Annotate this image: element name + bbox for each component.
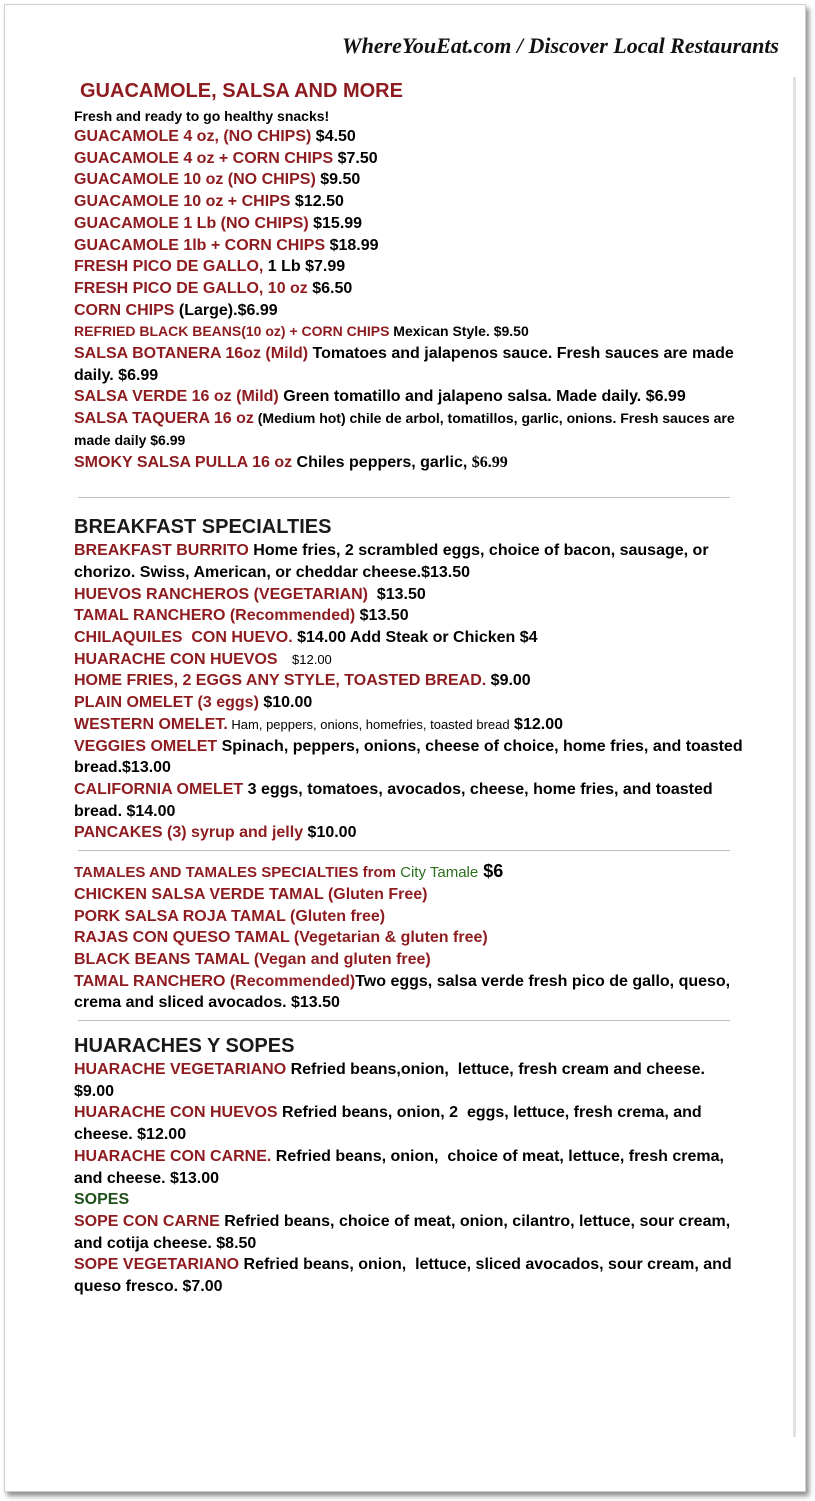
item-name: SALSA TAQUERA 16 oz — [74, 410, 254, 428]
menu-item — [74, 256, 746, 278]
menu-item — [74, 1254, 746, 1297]
item-name: SOPE CON CARNE — [74, 1212, 220, 1230]
section-breakfast — [74, 514, 746, 844]
menu-item — [74, 584, 746, 606]
menu-item — [74, 736, 746, 779]
menu-item — [74, 1059, 746, 1102]
subsection-title: SOPES — [74, 1191, 130, 1209]
menu-item: CHICKEN SALSA VERDE TAMAL (Gluten Free) — [74, 885, 428, 903]
menu-item — [74, 714, 746, 736]
item-name: CHILAQUILES CON HUEVO. — [74, 629, 293, 647]
menu-item — [74, 649, 746, 671]
section-intro: Fresh and ready to go healthy snacks! — [74, 108, 330, 124]
item-price: (Large).$6.99 — [174, 301, 278, 319]
item-price: 1 Lb $7.99 — [263, 258, 346, 276]
section-guacamole — [74, 78, 746, 473]
brand-name: City Tamale — [400, 864, 479, 882]
item-name: BREAKFAST BURRITO — [74, 542, 249, 560]
item-price: $12.00 — [277, 651, 332, 667]
section-divider — [78, 1020, 730, 1021]
item-description: Ham, peppers, onions, homefries, toasted bread — [227, 716, 510, 732]
item-description: 3 eggs, tomatoes, avocados, cheese, home fries, and toasted bread. $14.00 — [74, 780, 713, 820]
item-name: PLAIN OMELET (3 eggs) — [74, 694, 259, 712]
menu-item — [74, 1102, 746, 1145]
menu-item — [74, 235, 746, 257]
section-title: GUACAMOLE, SALSA AND MORE — [80, 80, 403, 102]
menu-item — [74, 191, 746, 213]
item-name: GUACAMOLE 4 oz + CORN CHIPS — [74, 149, 334, 167]
section-header — [74, 861, 746, 884]
menu-item — [74, 300, 746, 322]
menu-item — [74, 1146, 746, 1189]
item-name: FRESH PICO DE GALLO, — [74, 258, 264, 276]
section-huaraches — [74, 1033, 746, 1298]
item-description: Refried beans, onion, lettuce, sliced avocados, sour cream, and queso fresco. $7.00 — [74, 1256, 737, 1296]
menu-item — [74, 278, 746, 300]
item-name: GUACAMOLE 1 Lb (NO CHIPS) — [74, 214, 309, 232]
menu-item — [74, 779, 746, 822]
menu-item — [74, 670, 746, 692]
item-price: $6.99 — [471, 453, 508, 471]
section-divider — [78, 497, 730, 498]
menu-item — [74, 343, 746, 386]
item-name: SALSA BOTANERA 16oz (Mild) — [74, 345, 309, 363]
item-description: (Medium hot) chile de arbol, tomatillos, garlic, onions. Fresh sauces are made daily $6.99 — [74, 410, 735, 448]
item-name: HUARACHE VEGETARIANO — [74, 1061, 287, 1079]
item-name: PANCAKES (3) syrup and jelly — [74, 824, 304, 842]
item-price: $15.99 — [308, 214, 363, 232]
item-name: REFRIED BLACK BEANS(10 oz) + CORN CHIPS — [74, 323, 390, 340]
item-description: Refried beans, onion, 2 eggs, lettuce, fresh crema, and cheese. $12.00 — [74, 1104, 707, 1144]
item-description: Home fries, 2 scrambled eggs, choice of bacon, sausage, or chorizo. Swiss, American, or cheddar cheese.$13.50 — [74, 542, 709, 581]
section-price: $6 — [478, 861, 504, 882]
item-name: GUACAMOLE 10 oz (NO CHIPS) — [74, 171, 316, 189]
menu-item — [74, 408, 746, 451]
item-price: $10.00 — [258, 694, 313, 712]
menu-item — [74, 971, 746, 1014]
item-description: Green tomatillo and jalapeno salsa. Made daily. $6.99 — [278, 388, 686, 406]
item-name: SALSA VERDE 16 oz (Mild) — [74, 388, 279, 406]
item-name: HUARACHE CON HUEVOS — [74, 650, 278, 668]
item-description: Two eggs, salsa verde fresh pico de gallo, queso, crema and sliced avocados. $13.50 — [74, 972, 731, 1012]
item-price: $13.50 — [367, 585, 426, 603]
menu-item — [74, 822, 746, 844]
item-price: $6.50 — [307, 279, 353, 297]
item-price: $13.50 — [355, 607, 409, 625]
item-price: $7.50 — [333, 149, 378, 167]
item-name: TAMAL RANCHERO (Recommended) — [74, 607, 356, 625]
menu-item — [74, 126, 746, 148]
item-description: Refried beans, choice of meat, onion, cilantro, lettuce, sour cream, and cotija cheese. $8.50 — [74, 1212, 731, 1252]
item-description: Refried beans,onion, lettuce, fresh cream and cheese. $9.00 — [74, 1061, 710, 1100]
menu-item — [74, 213, 746, 235]
item-description: Spinach, peppers, onions, cheese of choice, home fries, and toasted bread.$13.00 — [74, 737, 743, 777]
menu-item — [74, 605, 746, 627]
menu-item — [74, 148, 746, 170]
item-name: HUARACHE CON CARNE. — [74, 1147, 272, 1165]
menu-item — [74, 540, 746, 583]
item-price: $12.50 — [290, 193, 344, 211]
item-description: Chiles peppers, garlic, — [292, 453, 472, 471]
menu-item — [74, 627, 746, 649]
menu-item — [74, 386, 746, 408]
menu-item — [74, 692, 746, 714]
item-name: SMOKY SALSA PULLA 16 oz — [74, 453, 293, 471]
header-from: from — [358, 864, 401, 882]
section-title: HUARACHES Y SOPES — [74, 1035, 295, 1058]
item-name: HUARACHE CON HUEVOS — [74, 1104, 278, 1122]
item-price: $9.50 — [315, 171, 361, 189]
item-name: GUACAMOLE 10 oz + CHIPS — [74, 193, 291, 211]
item-price: $10.00 — [303, 824, 357, 842]
item-name: TAMAL RANCHERO (Recommended) — [74, 972, 356, 990]
menu-item — [74, 452, 746, 474]
item-name: CALIFORNIA OMELET — [74, 780, 244, 798]
menu-item: RAJAS CON QUESO TAMAL (Vegetarian & gluten free) — [74, 929, 488, 947]
section-divider — [78, 850, 730, 851]
item-name: FRESH PICO DE GALLO, 10 oz — [74, 279, 308, 297]
section-title: TAMALES AND TAMALES SPECIALTIES — [74, 864, 359, 882]
item-description: Tomatoes and jalapenos sauce. Fresh sauces are made daily. $6.99 — [74, 345, 734, 384]
item-name: HOME FRIES, 2 EGGS ANY STYLE, TOASTED BREAD. — [74, 672, 487, 690]
item-name: GUACAMOLE 4 oz, (NO CHIPS) — [74, 128, 312, 145]
item-price: $12.00 — [509, 715, 563, 733]
menu-item: PORK SALSA ROJA TAMAL (Gluten free) — [74, 907, 386, 925]
item-name: SOPE VEGETARIANO — [74, 1256, 240, 1274]
menu-content — [74, 78, 746, 1298]
item-name: CORN CHIPS — [74, 301, 175, 319]
menu-item — [74, 169, 746, 191]
menu-item — [74, 1211, 746, 1254]
item-price: $4.50 — [311, 128, 356, 145]
section-tamales — [74, 861, 746, 1014]
item-name: GUACAMOLE 1lb + CORN CHIPS — [74, 236, 326, 254]
item-price: Mexican Style. $9.50 — [389, 323, 529, 340]
site-title: WhereYouEat.com / Discover Local Restaurants — [342, 33, 779, 58]
item-description: $14.00 Add Steak or Chicken $4 — [292, 629, 538, 647]
section-title: BREAKFAST SPECIALTIES — [74, 516, 332, 539]
item-name: VEGGIES OMELET — [74, 737, 218, 755]
item-name: WESTERN OMELET. — [74, 715, 228, 733]
item-price: $9.00 — [486, 672, 531, 690]
item-price: $18.99 — [325, 236, 379, 254]
menu-item: BLACK BEANS TAMAL (Vegan and gluten free) — [74, 950, 431, 968]
menu-item — [74, 321, 746, 343]
item-description: Refried beans, onion, choice of meat, lettuce, fresh crema, and cheese. $13.00 — [74, 1147, 729, 1187]
item-name: HUEVOS RANCHEROS (VEGETARIAN) — [74, 585, 368, 603]
page-edge-line — [793, 77, 796, 1437]
